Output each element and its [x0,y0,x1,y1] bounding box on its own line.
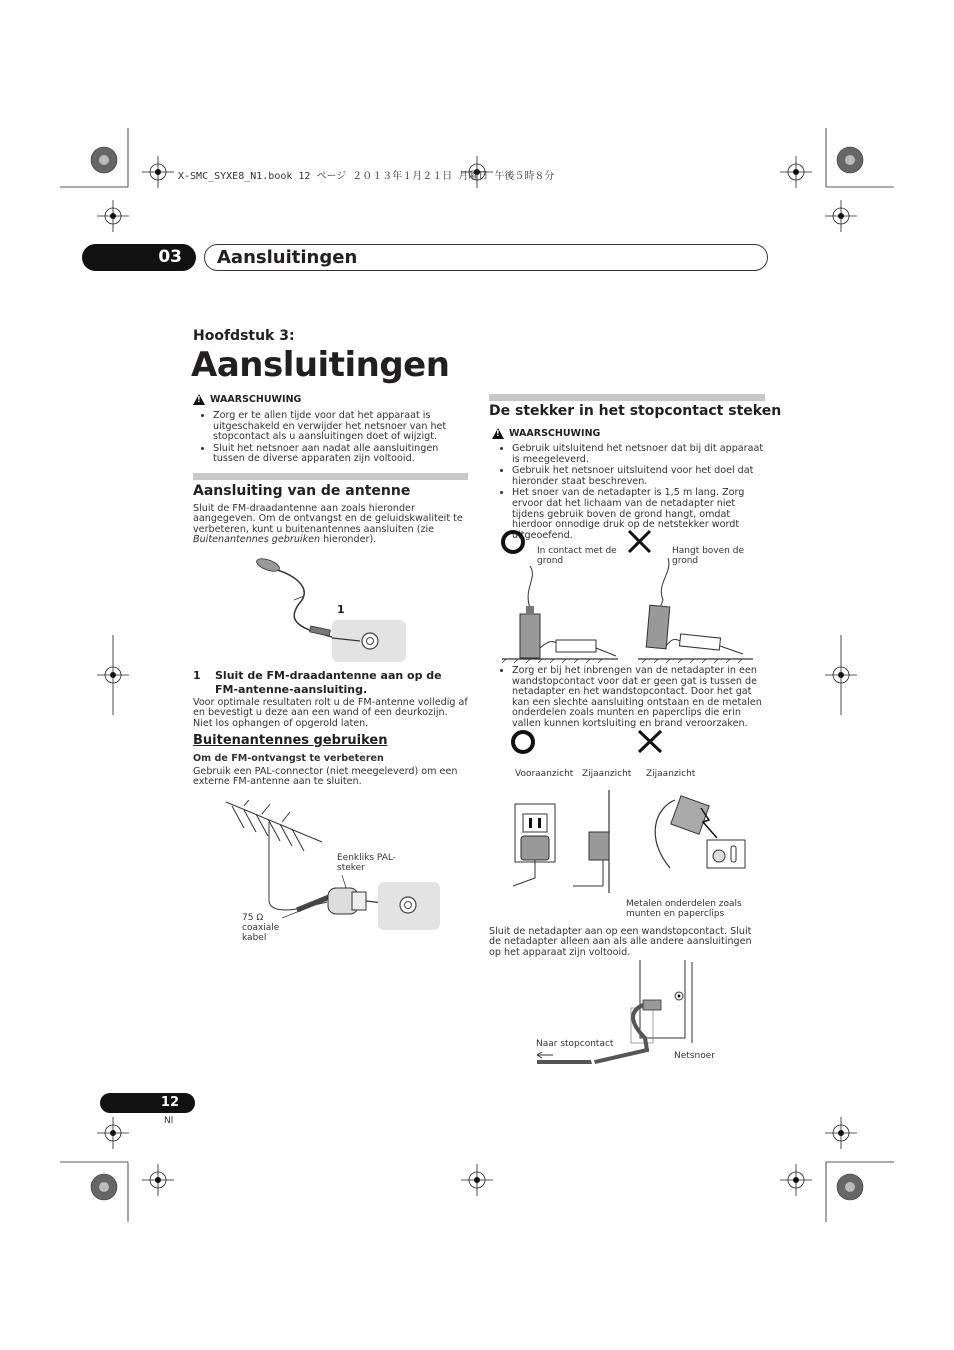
section-rule [193,473,468,480]
label-side-view-2: Zijaanzicht [646,769,696,779]
label-side-view-1: Zijaanzicht [582,769,632,779]
list-item: • Zorg er te allen tijde voor dat het apparaat is uitgeschakeld en verwijder het netsnoer van het stopcontact als u aansluitingen doet of wijzigt. [213,411,468,443]
list-item: • Zorg er bij het inbrengen van de netadapter in een wandstopcontact voor dat er geen gat is tussen de netadapter en het wandstopcontact. Door het gat kan een slechte aansluiting ontstaan en de metalen onderdelen zoals munten en paperclips die erin vallen kunnen kortsluiting en brand veroorzaken. [512,666,765,730]
label-on-ground: In contact met de grond [537,546,617,566]
outdoor-sub: Om de FM-ontvangst te verbeteren [193,753,384,764]
label-power-cord: Netsnoer [674,1051,715,1061]
left-column [193,394,468,466]
chapter-label: Hoofdstuk 3: [193,328,295,344]
section-heading-power: De stekker in het stopcontact steken [489,403,782,419]
outdoor-text: Gebruik een PAL-connector (niet meegeleverd) om een externe FM-antenne aan te sluiten. [193,766,458,788]
figure-callout: 1 [337,603,345,616]
list-item: • Sluit het netsnoer aan nadat alle aansluitingen tussen de diverse apparaten zijn voltooid. [213,444,468,465]
section-rule [489,394,765,401]
warning-icon [193,394,205,405]
warning-heading: ! WAARSCHUWING [193,394,468,405]
right-warning [492,428,765,542]
warning-icon [492,428,504,439]
warning-heading: ! WAARSCHUWING [492,428,765,439]
label-pal-connector: Eenkliks PAL-steker [337,853,397,873]
warning-list [492,444,765,541]
antenna-intro: Sluit de FM-draadantenne aan zoals hieronder aangegeven. Om de ontvangst en de geluidskwaliteit te verbeteren, kunt u buitenantennes aansluiten (zie Buitenantennes gebruiken hieronder). [193,503,463,546]
label-coax-cable: 75 Ω coaxiale kabel [242,913,280,943]
label-metal-parts: Metalen onderdelen zoals munten en paperclips [626,899,742,919]
page-title: Aansluitingen [191,345,450,385]
list-item: • Het snoer van de netadapter is 1,5 m lang. Zorg ervoor dat het lichaam van de netadapter niet tijdens gebruik boven de grond hangt, omdat hierdoor onnodige druk op de netstekker wordt uitgeoefend. [512,488,765,541]
correct-icon [503,532,523,552]
page-number: 12 [100,1093,195,1113]
step-1-text: Voor optimale resultaten rolt u de FM-antenne volledig af en bevestigt u deze aan een wand of een deurkozijn. Niet los ophangen of opgerold laten. [193,697,468,729]
label-front-view: Vooraanzicht [515,769,574,779]
page-language: Nl [164,1116,174,1126]
wall-outlet-figure [505,728,755,893]
print-meta: X-SMC_SYXE8_N1.book 12 ページ ２０１３年１月２１日 月曜日 午後５時８分 [178,171,555,182]
label-hangs: Hangt boven de grond [672,546,744,566]
connect-text: Sluit de netadapter aan op een wandstopcontact. Sluit de netadapter alleen aan als alle andere aansluitingen op het apparaat zijn voltooid. [489,926,752,958]
warning2 [492,666,765,731]
list-item: • Gebruik uitsluitend het netsnoer dat bij dit apparaat is meegeleverd. [512,444,765,465]
fm-antenna-figure [250,552,410,664]
chapter-title: Aansluitingen [204,244,768,271]
warning-list [193,411,468,465]
section-heading-antenna: Aansluiting van de antenne [193,483,411,499]
list-item: • Gebruik het netsnoer uitsluitend voor het doel dat hieronder staat beschreven. [512,466,765,487]
label-to-outlet: Naar stopcontact [536,1039,614,1049]
chapter-number: 03 [82,244,196,271]
step-1: 1 Sluit de FM-draadantenne aan op de FM-antenne-aansluiting. [193,669,442,696]
subheading-outdoor: Buitenantennes gebruiken [193,733,388,748]
